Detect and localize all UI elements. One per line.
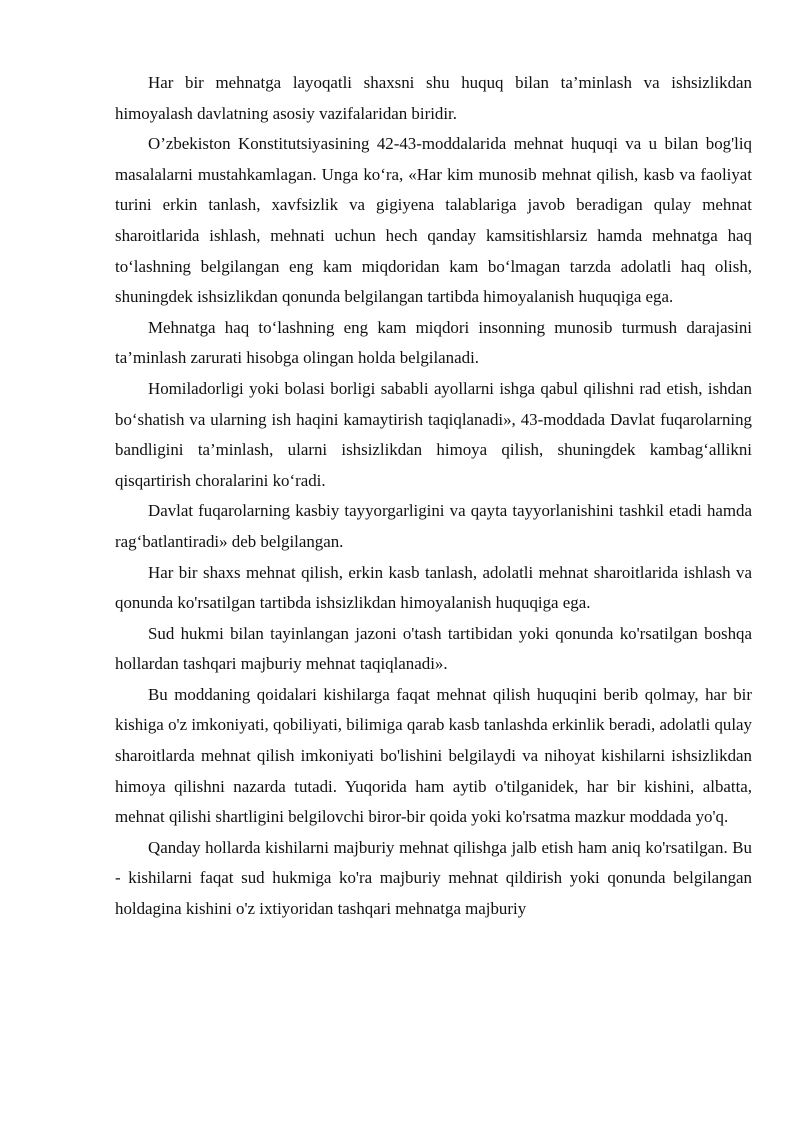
paragraph-1: Har bir mehnatga layoqatli shaxsni shu huquq bilan ta’minlash va ishsizlikdan himoyalash davlatning asosiy vazifalaridan biridir. <box>115 73 752 123</box>
paragraph-3: Mehnatga haq to‘lashning eng kam miqdori insonning munosib turmush darajasini ta’minlash zarurati hisobga olingan holda belgilanadi. <box>115 317 752 368</box>
paragraph-7: Sud hukmi bilan tayinlangan jazoni o'tash tartibidan yoki qonunda ko'rsatilgan boshqa hollardan tashqari majburiy mehnat taqiqlanadi». <box>115 623 752 674</box>
paragraph-5: Davlat fuqarolarning kasbiy tayyorgarligini va qayta tayyorlanishini tashkil etadi hamda rag‘batlantiradi» deb belgilangan. <box>115 501 752 551</box>
paragraph-8: Bu moddaning qoidalari kishilarga faqat mehnat qilish huquqini berib qolmay, har bir kishiga o'z imkoniyati, qobiliyati, bilimiga qarab kasb tanlashda erkinlik beradi, adolatli qulay sharoitlarda mehnat qilish imkoniyati bo'lishini belgilaydi va nihoyat kishilarni ishsizlikdan himoya qilishni nazarda tutadi. Yuqorida ham aytib o'tilganidek, har bir kishini, albatta, mehnat qilishi shartligini belgilovchi biror-bir qoida yoki ko'rsatma mazkur moddada yo'q. <box>115 684 752 827</box>
paragraph-6: Har bir shaxs mehnat qilish, erkin kasb tanlash, adolatli mehnat sharoitlarida ishlash va qonunda ko'rsatilgan tartibda ishsizlikdan himoyalanish huquqiga ega. <box>115 562 752 613</box>
paragraph-2: O’zbekiston Konstitutsiyasining 42-43-moddalarida mehnat huquqi va u bilan bog'liq masalalarni mustahkamlagan. Unga ko‘ra, «Har kim munosib mehnat qilish, kasb va faoliyat turini erkin tanlash, xavfsizlik va gigiyena talablariga javob beradigan qulay mehnat sharoitlarida ishlash, mehnati uchun hech qanday kamsitishlarsiz hamda mehnatga haq to‘lashning belgilangan eng kam miqdoridan kam bo‘lmagan tarzda adolatli haq olish, shuningdek ishsizlikdan qonunda belgilangan tartibda himoyalanish huquqiga ega. <box>115 134 752 307</box>
paragraph-9: Qanday hollarda kishilarni majburiy mehnat qilishga jalb etish ham aniq ko'rsatilgan. Bu - kishilarni faqat sud hukmiga ko'ra majburiy mehnat qildirish yoki qonunda belgilangan holdagina kishini o'z ixtiyoridan tashqari mehnatga majburiy <box>115 837 752 919</box>
document-body <box>115 68 752 925</box>
paragraph-4: Homiladorligi yoki bolasi borligi sababli ayollarni ishga qabul qilishni rad etish, ishdan bo‘shatish va ularning ish haqini kamaytirish taqiqlanadi», 43-moddada Davlat fuqarolarning bandligini ta’minlash, ularni ishsizlikdan himoya qilish, shuningdek kambag‘allikni qisqartirish choralarini ko‘radi. <box>115 378 752 490</box>
